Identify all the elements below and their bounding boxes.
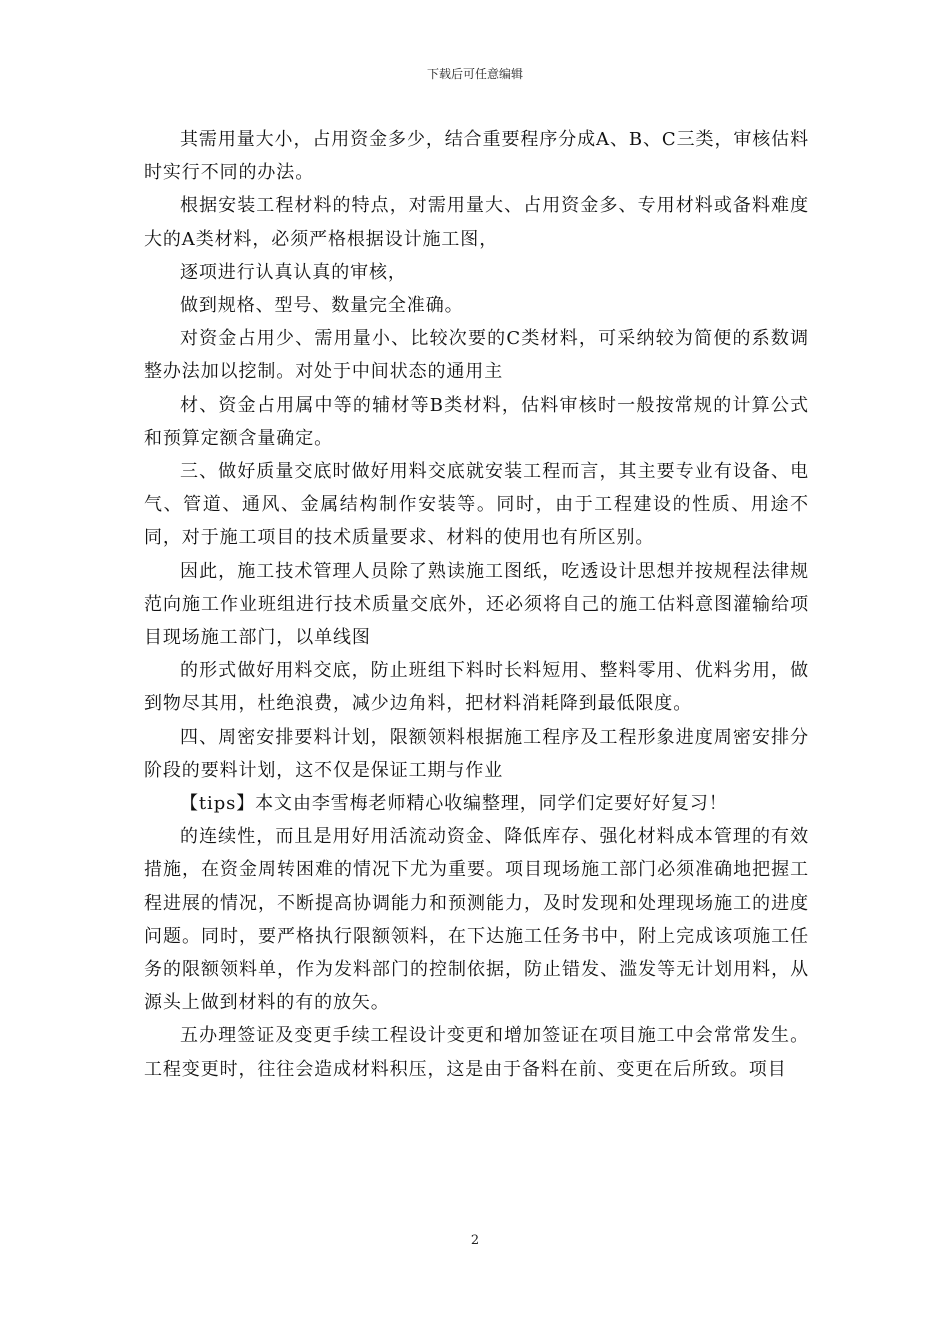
page-header: 下载后可任意编辑 xyxy=(426,67,523,81)
paragraph: 五办理签证及变更手续工程设计变更和增加签证在项目施工中会常常发生。工程变更时，往往会造成材料积压，这是由于备料在前、变更在后所致。项目 xyxy=(144,1025,809,1080)
paragraph: 对资金占用少、需用量小、比较次要的C类材料，可采纳较为简便的系数调整办法加以挖制。对处于中间状态的通用主 xyxy=(144,328,809,383)
paragraph: 做到规格、型号、数量完全准确。 xyxy=(180,295,464,317)
paragraph: 其需用量大小，占用资金多少，结合重要程序分成A、B、C三类，审核估料时实行不同的办法。 xyxy=(144,129,809,184)
document-body xyxy=(144,123,809,1086)
paragraph: 根据安装工程材料的特点，对需用量大、占用资金多、专用材料或备料难度大的A类材料，必须严格根据设计施工图， xyxy=(144,195,809,250)
tips-paragraph: 【tips】本文由李雪梅老师精心收编整理，同学们定要好好复习！ xyxy=(180,793,728,815)
paragraph: 的形式做好用料交底，防止班组下料时长料短用、整料零用、优料劣用，做到物尽其用，杜绝浪费，减少边角料，把材料消耗降到最低限度。 xyxy=(144,660,809,715)
paragraph: 逐项进行认真认真的审核， xyxy=(180,261,407,283)
paragraph: 三、做好质量交底时做好用料交底就安装工程而言，其主要专业有设备、电气、管道、通风、金属结构制作安装等。同时，由于工程建设的性质、用途不同，对于施工项目的技术质量要求、材料的使用也有所区别。 xyxy=(144,461,809,549)
paragraph: 材、资金占用属中等的辅材等B类材料，估料审核时一般按常规的计算公式和预算定额含量确定。 xyxy=(144,394,809,449)
page-number: 2 xyxy=(470,1233,480,1248)
paragraph: 四、周密安排要料计划，限额领料根据施工程序及工程形象进度周密安排分阶段的要料计划，这不仅是保证工期与作业 xyxy=(144,726,809,781)
paragraph: 因此，施工技术管理人员除了熟读施工图纸，吃透设计思想并按规程法律规范向施工作业班组进行技术质量交底外，还必须将自己的施工估料意图灌输给项目现场施工部门，以单线图 xyxy=(144,560,809,649)
paragraph: 的连续性，而且是用好用活流动资金、降低库存、强化材料成本管理的有效措施，在资金周转困难的情况下尤为重要。项目现场施工部门必须准确地把握工程进展的情况，不断提高协调能力和预测能力，及时发现和处理现场施工的进度问题。同时，要严格执行限额领料，在下达施工任务书中，附上完成该项施工任务的限额领料单，作为发料部门的控制依据，防止错发、滥发等无计划用料，从源头上做到材料的有的放矢。 xyxy=(144,826,809,1014)
